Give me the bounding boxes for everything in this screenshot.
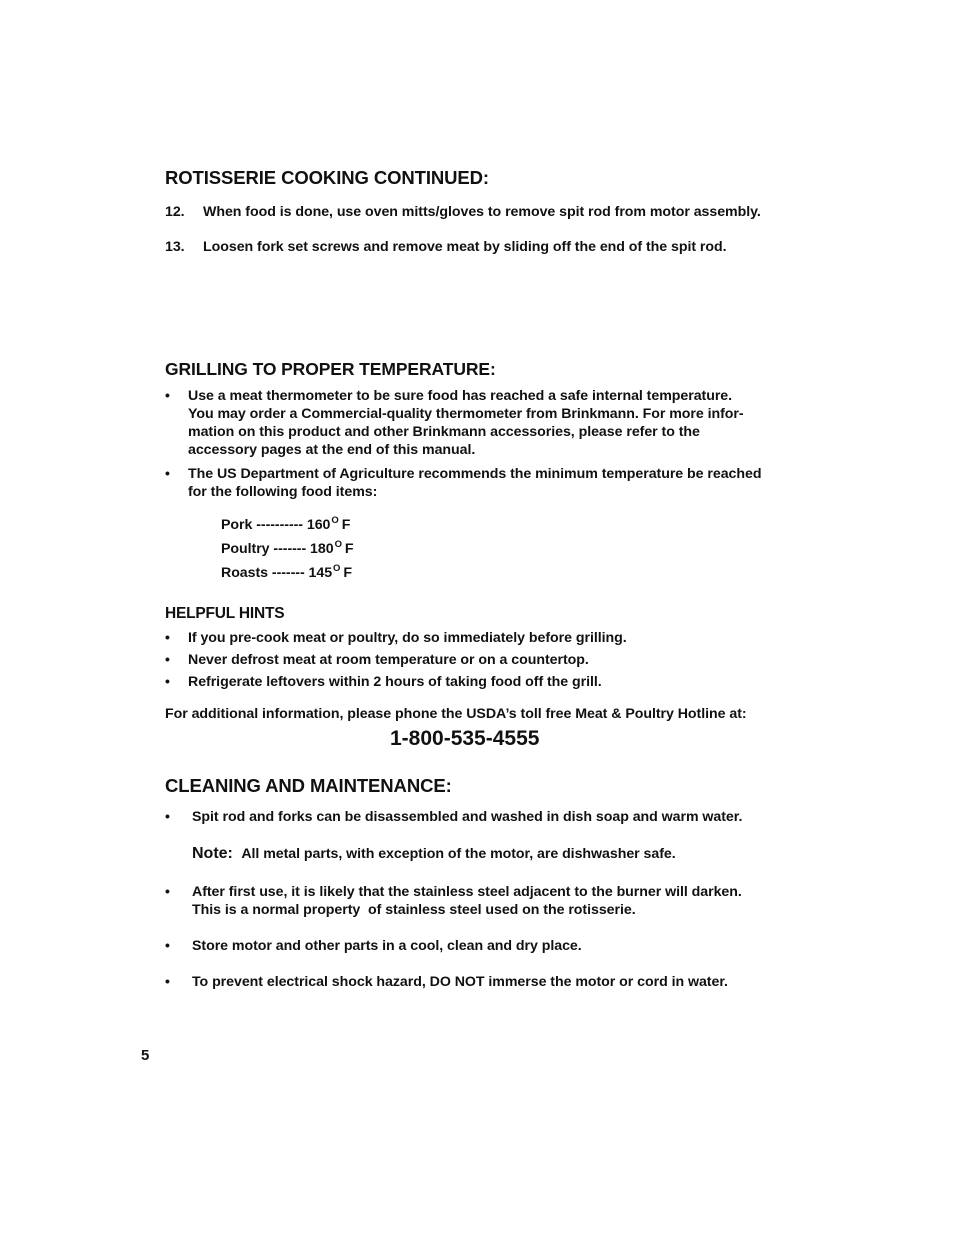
paragraph-line: for the following food items:	[188, 484, 378, 500]
temperature-label: Roasts ------- 145	[221, 565, 333, 581]
bullet-symbol: •	[165, 808, 170, 824]
cleaning-item-storage: Store motor and other parts in a cool, clean and dry place.	[192, 938, 582, 954]
thermometer-paragraph	[188, 387, 744, 459]
cleaning-heading: CLEANING AND MAINTENANCE:	[165, 775, 452, 796]
paragraph-line: Use a meat thermometer to be sure food has reached a safe internal temperature.	[188, 388, 733, 404]
bullet-symbol: •	[165, 629, 170, 645]
dishwasher-note	[192, 845, 676, 863]
rotisserie-heading: ROTISSERIE COOKING CONTINUED:	[165, 167, 489, 188]
step-text: Loosen fork set screws and remove meat by sliding off the end of the spit rod.	[203, 239, 727, 255]
cleaning-item-shock-warning: To prevent electrical shock hazard, DO NOT immerse the motor or cord in water.	[192, 974, 728, 990]
bullet-symbol: •	[165, 937, 170, 953]
paragraph-line: accessory pages at the end of this manual.	[188, 442, 476, 458]
hint-item: Never defrost meat at room temperature or on a countertop.	[188, 652, 589, 668]
temperature-unit: F	[344, 541, 354, 557]
paragraph-line: After first use, it is likely that the stainless steel adjacent to the burner will darken.	[192, 884, 742, 900]
hint-item: Refrigerate leftovers within 2 hours of taking food off the grill.	[188, 674, 602, 690]
usda-paragraph	[188, 465, 761, 501]
grilling-heading: GRILLING TO PROPER TEMPERATURE:	[165, 359, 496, 379]
hotline-phone-number: 1-800-535-4555	[390, 727, 540, 750]
bullet-symbol: •	[165, 651, 170, 667]
note-text: All metal parts, with exception of the motor, are dishwasher safe.	[241, 846, 676, 862]
temperature-label: Pork ---------- 160	[221, 517, 331, 533]
bullet-symbol: •	[165, 673, 170, 689]
page-number: 5	[141, 1047, 150, 1064]
bullet-symbol: •	[165, 387, 170, 403]
temperature-unit: F	[341, 517, 351, 533]
temperature-item-poultry	[221, 538, 354, 562]
bullet-symbol: •	[165, 465, 170, 481]
helpful-hints-heading: HELPFUL HINTS	[165, 605, 285, 622]
paragraph-line: The US Department of Agriculture recommends the minimum temperature be reached	[188, 466, 762, 482]
note-label: Note:	[192, 845, 233, 862]
cleaning-item-wash: Spit rod and forks can be disassembled and washed in dish soap and warm water.	[192, 809, 743, 825]
step-number: 13.	[165, 239, 185, 255]
temperature-item-roasts	[221, 562, 354, 586]
bullet-symbol: •	[165, 973, 170, 989]
bullet-symbol: •	[165, 883, 170, 899]
step-number: 12.	[165, 204, 185, 220]
degree-symbol: O	[331, 515, 339, 526]
temperature-item-pork	[221, 514, 354, 538]
temperature-label: Poultry ------- 180	[221, 541, 334, 557]
temperature-unit: F	[343, 565, 353, 581]
temperature-list	[221, 514, 354, 586]
step-text: When food is done, use oven mitts/gloves to remove spit rod from motor assembly.	[203, 204, 761, 220]
paragraph-line: mation on this product and other Brinkmann accessories, please refer to the	[188, 424, 700, 440]
additional-info-text: For additional information, please phone the USDA’s toll free Meat & Poultry Hotline at:	[165, 706, 747, 722]
hint-item: If you pre-cook meat or poultry, do so immediately before grilling.	[188, 630, 627, 646]
paragraph-line: You may order a Commercial-quality thermometer from Brinkmann. For more infor-	[188, 406, 744, 422]
paragraph-line: This is a normal property of stainless steel used on the rotisserie.	[192, 902, 636, 918]
degree-symbol: O	[334, 539, 342, 550]
cleaning-item-darken	[192, 883, 742, 919]
degree-symbol: O	[333, 563, 341, 574]
